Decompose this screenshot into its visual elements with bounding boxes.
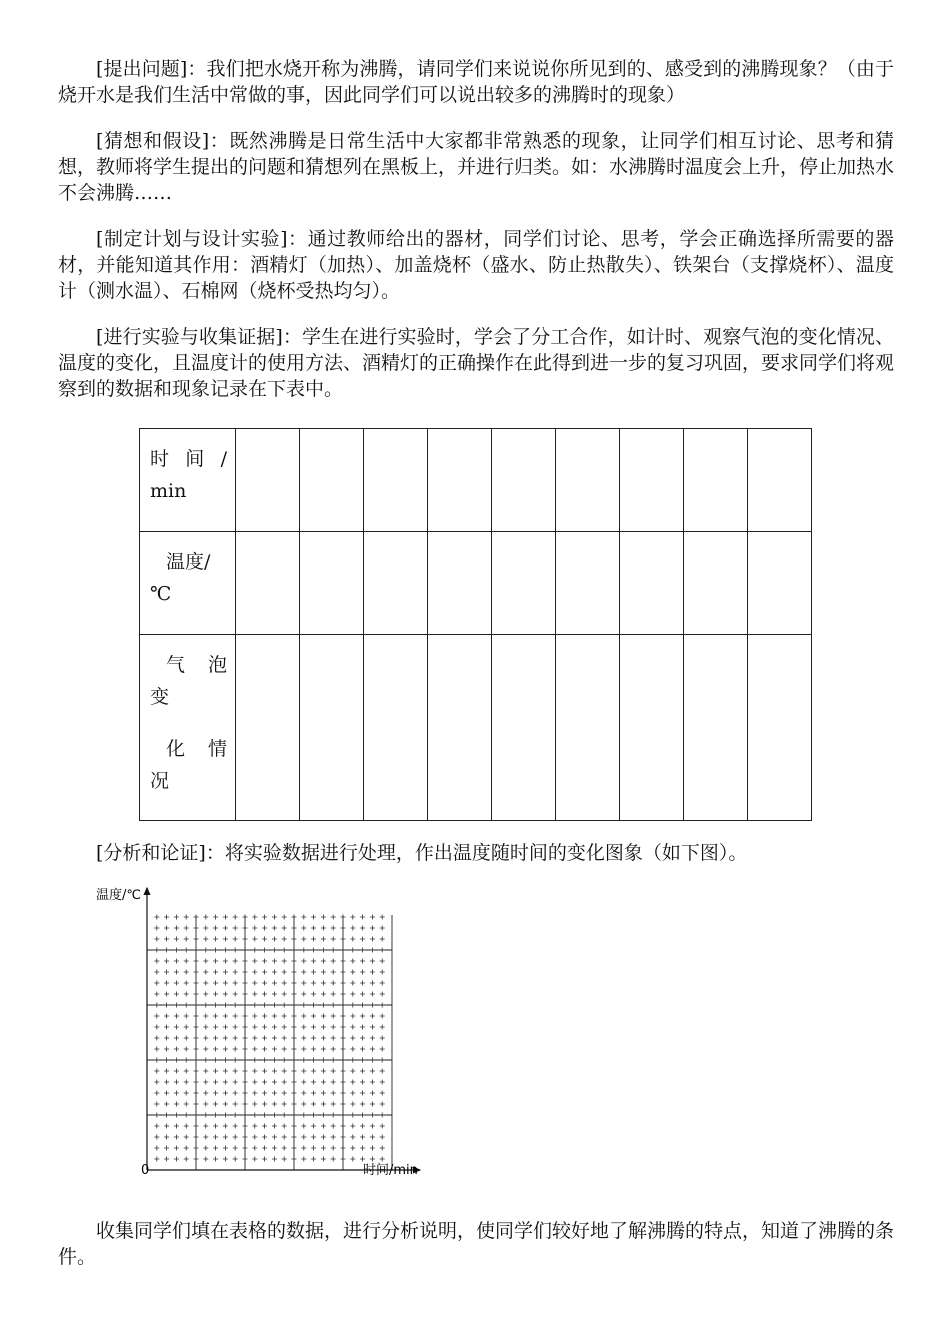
table-cell [236,635,300,821]
paragraph-hypothesis: [猜想和假设]：既然沸腾是日常生活中大家都非常熟悉的现象，让同学们相互讨论、思考和猜想，教师将学生提出的问题和猜想列在黑板上，并进行归类。如：水沸腾时温度会上升，停止加热水不会沸腾…… [58,130,895,204]
table-cell [556,429,620,532]
table-cell [364,635,428,821]
table-cell [300,635,364,821]
lesson-text [58,56,894,422]
table-cell [748,429,812,532]
origin-label: 0 [141,1163,150,1178]
table-cell [428,532,492,635]
paragraph-plan-design: [制定计划与设计实验]：通过教师给出的器材，同学们讨论、思考，学会正确选择所需要的器材，并能知道其作用：酒精灯（加热）、加盖烧杯（盛水、防止热散失）、铁架台（支撑烧杯）、温度计（测水温）、石棉网（烧杯受热均匀）。 [58,228,894,302]
table-cell [684,635,748,821]
header-time: 时 间 / min [140,429,236,532]
blank-temperature-time-graph [90,878,435,1183]
table-cell [748,532,812,635]
grid-lines [147,915,392,1170]
table-cell [364,429,428,532]
paragraph-experiment: [进行实验与收集证据]：学生在进行实验时，学会了分工合作，如计时、观察气泡的变化情况、温度的变化，且温度计的使用方法、酒精灯的正确操作在此得到进一步的复习巩固，要求同学们将观察到的数据和现象记录在下表中。 [58,326,895,400]
table-row-time [140,429,812,532]
table-cell [684,429,748,532]
x-axis-label: 时间/min [363,1163,418,1178]
table-cell [236,429,300,532]
table-cell [300,532,364,635]
table-cell [620,429,684,532]
grid-minor-marks [154,915,384,1162]
table-cell [492,429,556,532]
paragraph-raise-question: [提出问题]：我们把水烧开称为沸腾，请同学们来说说你所见到的、感受到的沸腾现象？（由于烧开水是我们生活中常做的事，因此同学们可以说出较多的沸腾时的现象） [58,58,894,106]
conclusion-paragraph: 收集同学们填在表格的数据，进行分析说明，使同学们较好地了解沸腾的特点，知道了沸腾的条件。 [58,1220,895,1268]
y-axis-label: 温度/℃ [96,888,141,903]
table-cell [684,532,748,635]
table-cell [300,429,364,532]
header-bubbles: 气 泡 变 化 情 况 [140,635,236,821]
table-cell [492,635,556,821]
table-row-bubbles [140,635,812,821]
table-cell [556,635,620,821]
analysis-paragraph: [分析和论证]：将实验数据进行处理，作出温度随时间的变化图象（如下图）。 [96,842,748,864]
header-temperature: 温度/ ℃ [140,532,236,635]
table-cell [748,635,812,821]
table-cell [428,429,492,532]
table-cell [620,635,684,821]
observation-table [139,428,812,821]
table-cell [236,532,300,635]
grid-plus-marks [154,915,384,1162]
table-cell [620,532,684,635]
table-row-temperature [140,532,812,635]
table-cell [492,532,556,635]
table-cell [428,635,492,821]
table-cell [556,532,620,635]
table-cell [364,532,428,635]
